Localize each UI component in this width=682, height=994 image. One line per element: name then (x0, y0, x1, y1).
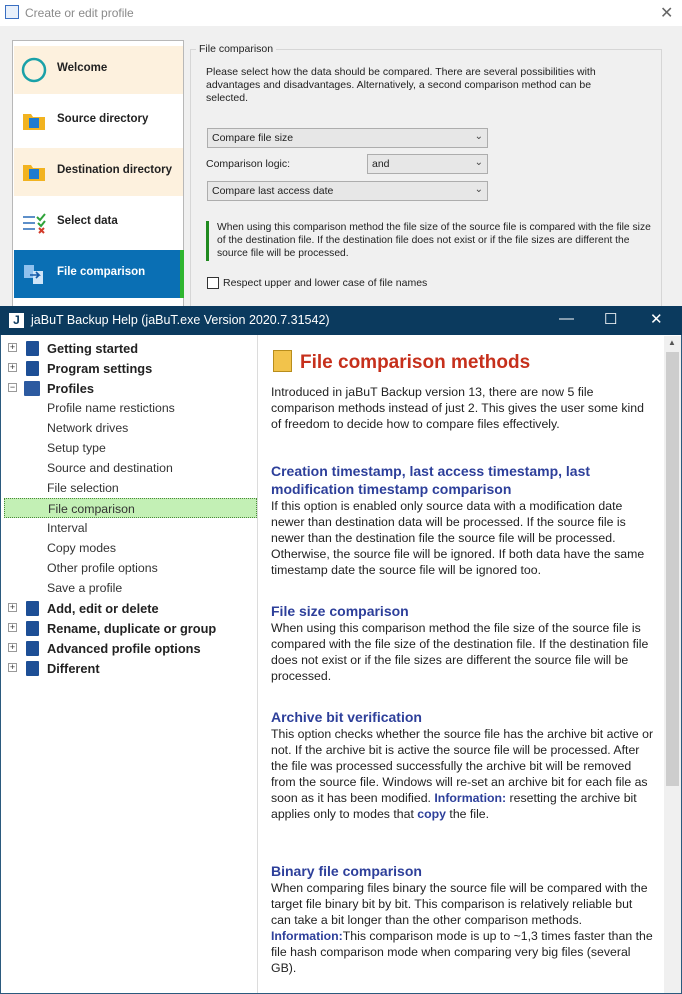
book-icon (26, 641, 39, 656)
book-icon (26, 661, 39, 676)
tree-item-add-edit-delete[interactable] (1, 598, 257, 618)
expand-icon[interactable]: + (9, 342, 16, 352)
nav-item-select-data[interactable] (14, 199, 183, 247)
scrollbar-thumb[interactable] (666, 352, 679, 786)
close-icon[interactable]: ✕ (660, 5, 674, 22)
tree-item-save-a-profile[interactable] (1, 578, 257, 598)
tree-item-program-settings[interactable] (1, 358, 257, 378)
tree-item-label: Copy modes (47, 541, 117, 555)
tree-item-setup-type[interactable] (1, 438, 257, 458)
wizard-nav (12, 40, 184, 310)
section-text-timestamp: If this option is enabled only source data with a modification date newer than destination data will be processed. If the source file is newer than the destination file the source file will be processed. Otherwise, the source file will be ignored. If both data have the same timestamp date the source file will be ignored too. (271, 499, 645, 577)
tree-item-file-selection[interactable] (1, 478, 257, 498)
list-check-icon (21, 210, 47, 236)
folder-icon (21, 108, 47, 134)
expand-icon[interactable]: + (9, 642, 16, 652)
tree-item-copy-modes[interactable] (1, 538, 257, 558)
tree-item-label: Add, edit or delete (47, 601, 159, 616)
profile-editor-title: Create or edit profile (25, 6, 134, 20)
profile-editor-titlebar (0, 0, 682, 27)
nav-item-destination-directory[interactable] (14, 148, 183, 196)
tree-item-label: Profiles (47, 381, 94, 396)
compare-icon (21, 261, 47, 287)
edit-icon (5, 5, 19, 19)
intro-text: Introduced in jaBuT Backup version 13, there are now 5 file comparison methods instead of just 2. This gives the user some kind of freedom to decide how to compare files effectively. (271, 385, 644, 431)
content-scrollbar[interactable] (664, 336, 681, 993)
chevron-down-icon: ⌄ (474, 131, 483, 142)
section-heading-archive-bit: Archive bit verification (271, 709, 422, 725)
combo-value: Compare file size (212, 132, 294, 144)
expand-icon[interactable]: + (9, 622, 16, 632)
nav-item-label: Destination directory (57, 164, 173, 176)
tree-item-file-comparison[interactable] (4, 498, 257, 518)
tree-item-rename-duplicate-group[interactable] (1, 618, 257, 638)
information-text: This comparison mode is up to ~1,3 times faster than the file hash comparison mode when comparing very big files (several GB). (271, 929, 653, 975)
tree-item-advanced-profile-options[interactable] (1, 638, 257, 658)
comparison-method-2-select[interactable] (207, 181, 488, 201)
app-icon: J (9, 313, 24, 328)
tree-item-label: File comparison (48, 502, 135, 516)
tree-item-label: Network drives (47, 421, 129, 435)
tree-item-label: Getting started (47, 341, 139, 356)
method-info-text: When using this comparison method the file size of the source file is compared with the file size of the destination file. If the destination file does not exist or if the file sizes are different the source file will be processed. (206, 221, 652, 261)
book-icon (26, 341, 39, 356)
help-window-title: jaBuT Backup Help (jaBuT.exe Version 2020.7.31542) (31, 313, 330, 327)
folder-icon (21, 159, 47, 185)
tree-item-label: Source and destination (47, 461, 173, 475)
chevron-down-icon: ⌄ (474, 184, 483, 195)
nav-item-welcome[interactable] (14, 46, 183, 94)
page-title: File comparison methods (300, 352, 531, 373)
tree-item-label: Different (47, 661, 100, 676)
tree-item-source-and-destination[interactable] (1, 458, 257, 478)
maximize-icon[interactable]: ☐ (604, 311, 618, 328)
nav-item-label: Source directory (57, 113, 149, 125)
tree-item-label: Other profile options (47, 561, 158, 575)
tree-item-getting-started[interactable] (1, 338, 257, 358)
book-icon (26, 621, 39, 636)
nav-item-label: Select data (57, 215, 118, 227)
comparison-logic-label: Comparison logic: (206, 158, 291, 170)
scroll-up-icon[interactable]: ▲ (668, 338, 676, 347)
tree-item-label: Rename, duplicate or group (47, 621, 217, 636)
book-icon (26, 601, 39, 616)
circle-icon (21, 57, 47, 83)
expand-icon[interactable]: + (9, 602, 16, 612)
tree-item-label: File selection (47, 481, 119, 495)
section-text-file-size: When using this comparison method the file size of the source file is compared with the file size of the destination file. If the destination file does not exist or if the file sizes are different the source file will be processed. (271, 621, 649, 683)
tree-item-label: Interval (47, 521, 88, 535)
information-label: Information: (271, 929, 343, 943)
help-titlebar (0, 306, 682, 335)
open-book-icon (24, 381, 40, 396)
comparison-method-1-select[interactable] (207, 128, 488, 148)
tree-item-different[interactable] (1, 658, 257, 678)
information-end: the file. (446, 807, 490, 821)
nav-item-label: File comparison (57, 266, 146, 278)
information-text: resetting the archive bit applies only to modes that (271, 791, 637, 821)
tree-item-network-drives[interactable] (1, 418, 257, 438)
information-label: Information: (434, 791, 507, 805)
tree-item-other-profile-options[interactable] (1, 558, 257, 578)
book-icon (26, 361, 39, 376)
collapse-icon[interactable]: − (9, 382, 16, 392)
nav-item-source-directory[interactable] (14, 97, 183, 145)
tree-item-profile-name-restictions[interactable] (1, 398, 257, 418)
tree-item-label: Program settings (47, 361, 153, 376)
tree-item-interval[interactable] (1, 518, 257, 538)
section-text-archive-bit (271, 726, 655, 822)
tree-item-label: Setup type (47, 441, 106, 455)
tree-item-label: Save a profile (47, 581, 123, 595)
group-title: File comparison (196, 43, 276, 55)
minimize-icon[interactable]: — (559, 310, 574, 327)
nav-item-file-comparison[interactable] (14, 250, 183, 298)
tree-item-label: Advanced profile options (47, 641, 201, 656)
comparison-logic-select[interactable] (367, 154, 488, 174)
section-heading-binary: Binary file comparison (271, 863, 422, 879)
copy-link[interactable]: copy (417, 807, 446, 821)
combo-value: and (372, 158, 390, 170)
case-sensitive-checkbox[interactable] (207, 277, 219, 289)
chevron-down-icon: ⌄ (474, 157, 483, 168)
group-description: Please select how the data should be compared. There are several possibilities with advantages and disadvantages. Alternatively, a second comparison method can be selected. (206, 66, 596, 104)
combo-value: Compare last access date (212, 185, 334, 197)
tree-item-label: Profile name restictions (47, 401, 175, 415)
section-heading-file-size: File size comparison (271, 603, 409, 619)
section-heading-timestamp: Creation timestamp, last access timestamp, last modification timestamp comparison (271, 463, 591, 497)
archive-bit-text: This option checks whether the source file has the archive bit active or not. If the archive bit is active the source file will be processed. After the file was processed successfully the archive bit will be removed from the source file. Windows will re-set an archive bit for each file as soon as it has been modified. (271, 727, 654, 805)
case-sensitive-label[interactable]: Respect upper and lower case of file names (223, 277, 428, 289)
close-icon[interactable]: ✕ (650, 311, 663, 328)
tree-item-profiles[interactable] (1, 378, 257, 398)
help-tree (1, 335, 258, 993)
expand-icon[interactable]: + (9, 362, 16, 372)
binary-text: When comparing files binary the source file will be compared with the target file binary bit by bit. This comparison is relatively reliable but can take a bit longer than the other comparison methods. (271, 881, 648, 927)
nav-item-label: Welcome (57, 62, 108, 74)
expand-icon[interactable]: + (9, 662, 16, 672)
folder-icon (273, 350, 292, 372)
section-text-binary (271, 880, 655, 976)
